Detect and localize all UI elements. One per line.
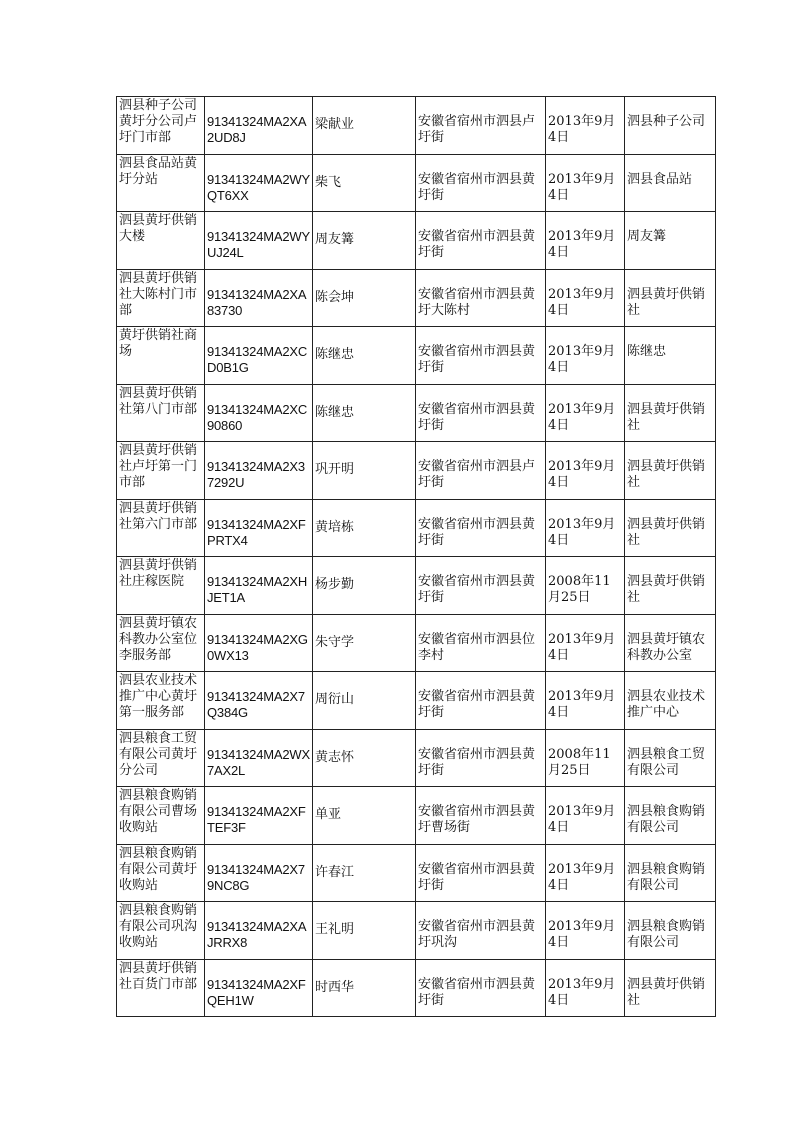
table-row xyxy=(117,959,716,1017)
parent-org-cell: 泗县黄圩供销社 xyxy=(625,384,716,442)
address-cell: 安徽省宿州市泗县黄圩大陈村 xyxy=(416,269,546,327)
parent-org-cell: 泗县粮食购销有限公司 xyxy=(625,902,716,960)
credit-code-cell: 91341324MA2X79NC8G xyxy=(205,844,313,902)
parent-org-cell: 泗县黄圩供销社 xyxy=(625,499,716,557)
date-cell: 2013年9月4日 xyxy=(546,787,625,845)
legal-person-cell: 柴飞 xyxy=(313,154,416,212)
address-cell: 安徽省宿州市泗县黄圩街 xyxy=(416,327,546,385)
date-cell: 2008年11月25日 xyxy=(546,729,625,787)
entity-name-cell: 泗县黄圩供销社卢圩第一门市部 xyxy=(117,442,205,500)
entity-name-cell: 泗县粮食购销有限公司巩沟收购站 xyxy=(117,902,205,960)
date-cell: 2013年9月4日 xyxy=(546,97,625,155)
legal-person-cell: 朱守学 xyxy=(313,614,416,672)
credit-code-cell: 91341324MA2XAJRRX8 xyxy=(205,902,313,960)
address-cell: 安徽省宿州市泗县位李村 xyxy=(416,614,546,672)
parent-org-cell: 泗县种子公司 xyxy=(625,97,716,155)
table-row xyxy=(117,557,716,615)
address-cell: 安徽省宿州市泗县黄圩街 xyxy=(416,729,546,787)
parent-org-cell: 泗县农业技术推广中心 xyxy=(625,672,716,730)
credit-code-cell: 91341324MA2XHJET1A xyxy=(205,557,313,615)
credit-code-cell: 91341324MA2WYQT6XX xyxy=(205,154,313,212)
credit-code-cell: 91341324MA2XFTEF3F xyxy=(205,787,313,845)
table-row xyxy=(117,384,716,442)
legal-person-cell: 黄培栋 xyxy=(313,499,416,557)
date-cell: 2008年11月25日 xyxy=(546,557,625,615)
legal-person-cell: 单亚 xyxy=(313,787,416,845)
entity-name-cell: 泗县黄圩供销社第六门市部 xyxy=(117,499,205,557)
parent-org-cell: 泗县粮食工贸有限公司 xyxy=(625,729,716,787)
date-cell: 2013年9月4日 xyxy=(546,154,625,212)
parent-org-cell: 泗县食品站 xyxy=(625,154,716,212)
entity-name-cell: 泗县黄圩供销社庄稼医院 xyxy=(117,557,205,615)
parent-org-cell: 周友篝 xyxy=(625,212,716,270)
table-row xyxy=(117,729,716,787)
entity-name-cell: 泗县黄圩供销大楼 xyxy=(117,212,205,270)
entity-name-cell: 泗县黄圩供销社第八门市部 xyxy=(117,384,205,442)
date-cell: 2013年9月4日 xyxy=(546,327,625,385)
parent-org-cell: 泗县黄圩供销社 xyxy=(625,959,716,1017)
credit-code-cell: 91341324MA2XFPRTX4 xyxy=(205,499,313,557)
date-cell: 2013年9月4日 xyxy=(546,212,625,270)
address-cell: 安徽省宿州市泗县黄圩街 xyxy=(416,212,546,270)
address-cell: 安徽省宿州市泗县黄圩街 xyxy=(416,959,546,1017)
date-cell: 2013年9月4日 xyxy=(546,269,625,327)
table-row xyxy=(117,844,716,902)
entity-name-cell: 泗县食品站黄圩分站 xyxy=(117,154,205,212)
table-row xyxy=(117,442,716,500)
entity-name-cell: 泗县粮食购销有限公司黄圩收购站 xyxy=(117,844,205,902)
credit-code-cell: 91341324MA2WX7AX2L xyxy=(205,729,313,787)
entity-name-cell: 黄圩供销社商场 xyxy=(117,327,205,385)
credit-code-cell: 91341324MA2XC90860 xyxy=(205,384,313,442)
entity-name-cell: 泗县种子公司黄圩分公司卢圩门市部 xyxy=(117,97,205,155)
legal-person-cell: 周友篝 xyxy=(313,212,416,270)
table-row xyxy=(117,154,716,212)
address-cell: 安徽省宿州市泗县黄圩街 xyxy=(416,844,546,902)
legal-person-cell: 陈继忠 xyxy=(313,327,416,385)
address-cell: 安徽省宿州市泗县黄圩街 xyxy=(416,672,546,730)
address-cell: 安徽省宿州市泗县黄圩街 xyxy=(416,154,546,212)
table-row xyxy=(117,499,716,557)
parent-org-cell: 泗县粮食购销有限公司 xyxy=(625,844,716,902)
date-cell: 2013年9月4日 xyxy=(546,442,625,500)
legal-person-cell: 陈会坤 xyxy=(313,269,416,327)
table-row xyxy=(117,327,716,385)
address-cell: 安徽省宿州市泗县黄圩曹场街 xyxy=(416,787,546,845)
address-cell: 安徽省宿州市泗县黄圩街 xyxy=(416,384,546,442)
date-cell: 2013年9月4日 xyxy=(546,959,625,1017)
legal-person-cell: 时西华 xyxy=(313,959,416,1017)
legal-person-cell: 巩开明 xyxy=(313,442,416,500)
legal-person-cell: 黄志怀 xyxy=(313,729,416,787)
credit-code-cell: 91341324MA2XCD0B1G xyxy=(205,327,313,385)
legal-person-cell: 许春江 xyxy=(313,844,416,902)
table-row xyxy=(117,672,716,730)
entity-name-cell: 泗县黄圩供销社百货门市部 xyxy=(117,959,205,1017)
table-row xyxy=(117,787,716,845)
legal-person-cell: 王礼明 xyxy=(313,902,416,960)
credit-code-cell: 91341324MA2XG0WX13 xyxy=(205,614,313,672)
entity-name-cell: 泗县粮食工贸有限公司黄圩分公司 xyxy=(117,729,205,787)
registration-table xyxy=(116,96,716,1017)
address-cell: 安徽省宿州市泗县黄圩街 xyxy=(416,557,546,615)
address-cell: 安徽省宿州市泗县黄圩巩沟 xyxy=(416,902,546,960)
table-row xyxy=(117,902,716,960)
date-cell: 2013年9月4日 xyxy=(546,902,625,960)
table-row xyxy=(117,212,716,270)
address-cell: 安徽省宿州市泗县黄圩街 xyxy=(416,499,546,557)
date-cell: 2013年9月4日 xyxy=(546,614,625,672)
credit-code-cell: 91341324MA2X7Q384G xyxy=(205,672,313,730)
table-row xyxy=(117,614,716,672)
parent-org-cell: 泗县黄圩供销社 xyxy=(625,442,716,500)
credit-code-cell: 91341324MA2XFQEH1W xyxy=(205,959,313,1017)
entity-name-cell: 泗县粮食购销有限公司曹场收购站 xyxy=(117,787,205,845)
parent-org-cell: 泗县黄圩供销社 xyxy=(625,269,716,327)
credit-code-cell: 91341324MA2XA2UD8J xyxy=(205,97,313,155)
table-row xyxy=(117,97,716,155)
credit-code-cell: 91341324MA2XA83730 xyxy=(205,269,313,327)
entity-name-cell: 泗县农业技术推广中心黄圩第一服务部 xyxy=(117,672,205,730)
legal-person-cell: 周衍山 xyxy=(313,672,416,730)
date-cell: 2013年9月4日 xyxy=(546,499,625,557)
date-cell: 2013年9月4日 xyxy=(546,384,625,442)
credit-code-cell: 91341324MA2WYUJ24L xyxy=(205,212,313,270)
legal-person-cell: 杨步勤 xyxy=(313,557,416,615)
date-cell: 2013年9月4日 xyxy=(546,844,625,902)
legal-person-cell: 陈继忠 xyxy=(313,384,416,442)
parent-org-cell: 泗县黄圩镇农科教办公室 xyxy=(625,614,716,672)
parent-org-cell: 泗县黄圩供销社 xyxy=(625,557,716,615)
parent-org-cell: 泗县粮食购销有限公司 xyxy=(625,787,716,845)
date-cell: 2013年9月4日 xyxy=(546,672,625,730)
parent-org-cell: 陈继忠 xyxy=(625,327,716,385)
entity-name-cell: 泗县黄圩供销社大陈村门市部 xyxy=(117,269,205,327)
entity-name-cell: 泗县黄圩镇农科教办公室位李服务部 xyxy=(117,614,205,672)
credit-code-cell: 91341324MA2X37292U xyxy=(205,442,313,500)
legal-person-cell: 梁献业 xyxy=(313,97,416,155)
registration-table-body xyxy=(117,97,716,1017)
address-cell: 安徽省宿州市泗县卢圩街 xyxy=(416,97,546,155)
address-cell: 安徽省宿州市泗县卢圩街 xyxy=(416,442,546,500)
table-row xyxy=(117,269,716,327)
